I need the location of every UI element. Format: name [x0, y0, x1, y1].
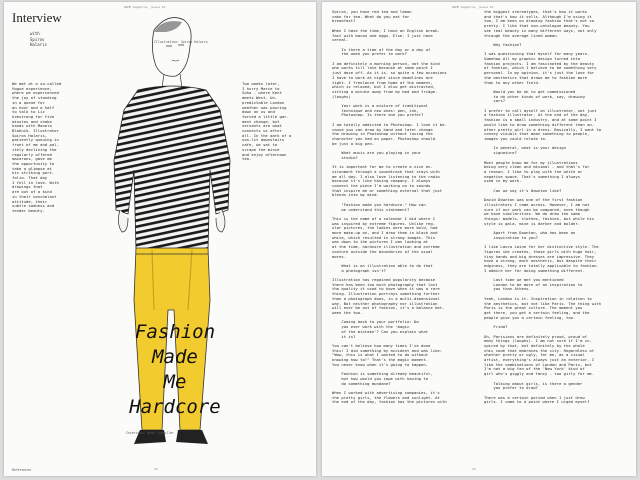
byline	[30, 31, 47, 48]
headline-line: Made	[152, 346, 198, 368]
headline-line: Me	[163, 371, 187, 393]
interview-credit: Interview: NaMe Scheuller	[126, 431, 174, 435]
references-label: References	[12, 468, 32, 472]
byline-line: with	[30, 31, 40, 36]
byline-line: Spiros	[30, 36, 45, 42]
figure-striped-sweater	[114, 86, 230, 250]
magazine-running-head: NAME magazine__Issue 01	[124, 5, 166, 9]
byline-line: Halaris	[30, 42, 47, 47]
page-number-left: 12	[154, 467, 158, 471]
interview-column-1: Spiros, you have red tea and lemon cake for tea. What do you eat for breakfast? When I have the time, I have an English break- fast with bacon and eggs. Else, I just have cereal. Is there a time of the day or a day of the week you prefer to work? I am definitely a morning person, not the kind who works till late because at some point I just doze off. As it is, so quite a few occasions I have to work at night since deadlines are tight. I freelance from home at the moment, which is relaxed, but I also get distracted, sitting a minute away from my bed and fridge. (laughs) Your work is a mixture of traditional technique and new ones: pen, ink, Photoshop. Is there one you prefer? I am totally addicted to Photoshop. I love it be- cause you can draw by hand and later change the drawing in Photoshop without losing the character you had on paper. Photoshop should be just a big pen. What music are you playing in your studio? It is important for me to create a nice en- vironment through a soundtrack that stays with me all day. I also love listening to the radio because it's like having company. I always connect the piece I'm working on to sounds that inspire me or something external that just blends into my mind. "Fashion made you hardcore." How can we understand this statement? This is the name of a calendar I did where I was inspired by extreme figures. Unlike reg- ular pictures, the ladies were more bold, had more make-up on, and I drew them in black and white, which resulted in strong images. This was down to the pictures I was looking at at the time, hardcore illustration and extreme couture outside the boundaries of the usual mores. What is an illustration able to do that a photograph isn't? Illustration has regained popularity because there has been too much photography that lost the quality it used to have when it was a rare thing. Illustration portrays something further than a photograph does, in a multi-dimensional way. But neither photography nor illustration will ever be out of fashion, it's a balance bet- ween the two. Coming back to your portfolio: Do you ever work with the 'magic of the mistake'? Can you explain what it is? You can't believe how many times I've done this! I did something by accident and was like: "Wow, this is what I wanted to do without knowing how to!" That's the magic moment. You never know when it's going to happen. Fashion is something already beautiful, but how would you cope with having to do something mundane? When I worked with advertising companies, it's the pretty girls, the flowers and sunlight. At the end of the day, fashion has the pictures with	[332, 10, 447, 405]
page-number-right: 13	[472, 467, 476, 471]
headline-line: Hardcore	[129, 396, 221, 418]
intro-column-right: Two weeks later, I hurry Marie to Soho - where Kent meets West. Un- predictable London weather was pouring down on us and forced a little gar- ment change, but servants are what connects us after all. In the dark of a non-lit downstairs cafe, we sat to scrape the mince and enjoy afternoon tea.	[242, 82, 292, 162]
illustration-credit: Illustration: Spiros Halaris	[154, 40, 208, 44]
magazine-running-head: NAME magazine__Issue 01	[452, 5, 494, 9]
interview-column-2: the biggest stereotypes, that's how it works and that's how it sells. Although I'm using it too, I am keen on drawing fashion that's not so pretty. I like that non-catalogue beauty. You see real beauty in many different ways, not only through the average lined woman. Why fashion? I was questioning that myself for many years. Somehow all my graphic design turned into fashion projects. I am fascinated by the beauty of fashion, which I believe to be something very personal. In my opinion, it's just the love for the aesthetics that draws me to fashion more than to any other field. Would you be ok to get commissioned to do other kinds of work, say, drawing cars? I prefer to call myself an illustrator, not just a fashion illustrator. At the end of the day, fashion is a small industry, and at some point I would like to draw something different than an- other pretty girl in a dress. Basically, I want to convey visuals that mean something to people, images you could relate to. In general, what is your design signature? Most people know me for my illustrations being very clean and minimal - and that's for a reason. I like to play with the white or negative space. That's something I always used in my work. Can we say it's Downton like? David Downton was one of the first fashion illustrators I came across. However, I am not sure if our work can be compared, even though we have similarities. We do draw the same things: models, clothes, fashion, but while his style is gala, mine is darker and bolder. Apart from Downton, who has been an inspiration to you? I like Laura Laine for her distinctive style. The figures she creates, those girls with huge hair, tiny hands and big dresses are impressive. They have a strong, dark aesthetic, but despite their edginess, they are totally applicable to fashion. I admire her for doing something different. Last time we met you mentioned London to be more of an inspiration to you than Athens. Yeah, London is it. Inspiration in relation to the aesthetics, but not like Paris. The thing with Paris is the great culture. The moment you get there, you get a certain feeling, and the people give you a certain feeling, too. Frida? Oh, Parisians are definitely proud, proud of many things (laughs). I am not sure if I'm in- spired by that, but definitely by the whole chic code that embraces the city. Regardless of whether pretty or ugly, for me, as a visual artist, everything's always just an exterior. I like the combinations of London and Paris, but I'm not a big fan of the 'New York' kind of girl who's giggly and fancy - too girly for me. Talking about girls, is there a gender you prefer to draw? There was a certain period when I just drew girls. I came to a point where I urged myself	[484, 10, 602, 405]
intro-column-left: We met at a so-called Vogue experience, where we experienced the joy of standing in a queue for an hour and a half to talk to Liz Armstrong for five minutes and shake hands with Manolo Blahnik. Illustrator Spiros Halaris, patiently queuing in front of me and pol- itely declining the regularly offered macarons, gave me the opportunity to take a glimpse at his striking port- folio. That day I fell in love. With drawings that are out of a kind in their nonchalant attitude, their subtle sadness and tender beauty.	[12, 82, 62, 213]
right-page	[322, 2, 636, 476]
headline-line: Fashion	[134, 321, 216, 343]
figure-head	[152, 18, 191, 88]
section-title: Interview	[12, 10, 62, 25]
left-page	[4, 2, 316, 476]
headline	[86, 320, 264, 420]
